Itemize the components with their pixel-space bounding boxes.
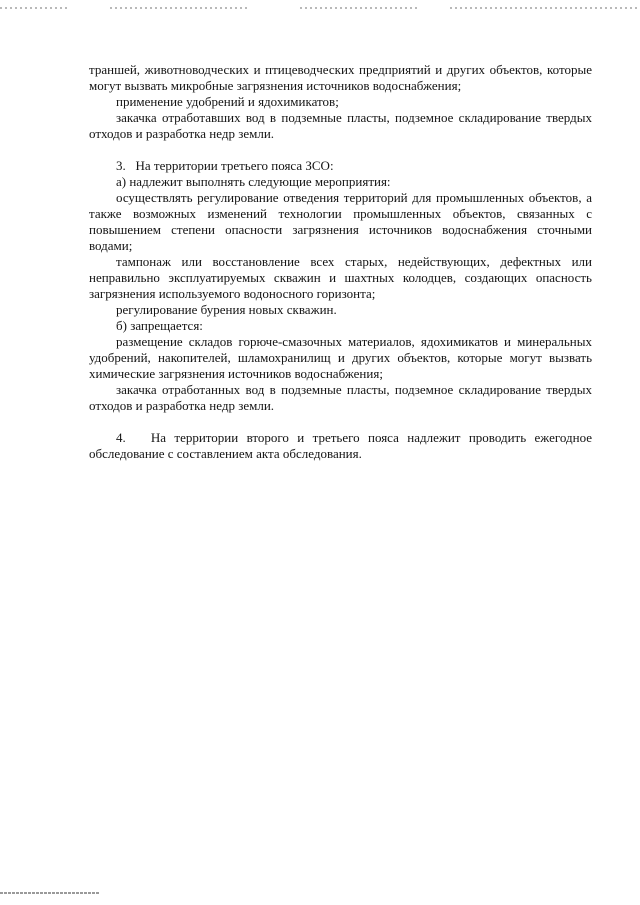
section-4-number: 4.	[116, 430, 126, 445]
section-3-a-item-2: тампонаж или восстановление всех старых, недействующих, дефектных или неправильно эксплуатируемых скважин и шахтных колодцев, создающих опасность загрязнения используемого водоносного горизонта;	[89, 254, 592, 301]
spacer	[89, 414, 592, 430]
item-wastewater-injection: закачка отработавших вод в подземные пласты, подземное складирование твердых отходов и разработка недр земли.	[89, 110, 592, 141]
section-3-b-item-1: размещение складов горюче-смазочных материалов, ядохимикатов и минеральных удобрений, накопителей, шламохранилищ и других объектов, которые могут вызвать химические загрязнения источников водоснабжения;	[89, 334, 592, 381]
scan-artifact-top	[0, 7, 640, 13]
document-page	[89, 62, 592, 462]
section-3-a-item-3: регулирование бурения новых скважин.	[116, 302, 337, 317]
section-3-heading	[89, 158, 592, 174]
section-3-a-item-1: осуществлять регулирование отведения территорий для промышленных объектов, а также возможных изменений технологии промышленных объектов, связанных с повышением степени опасности загрязнения источников водоснабжения сточными водами;	[89, 190, 592, 253]
section-3-number: 3.	[116, 158, 126, 173]
section-4	[89, 430, 592, 462]
section-3-title: На территории третьего пояса ЗСО:	[135, 158, 334, 173]
paragraph-continuation: траншей, животноводческих и птицеводческих предприятий и других объектов, которые могут вызвать микробные загрязнения источников водоснабжения;	[89, 62, 592, 93]
section-3-b-item-2: закачка отработанных вод в подземные пласты, подземное складирование твердых отходов и разработка недр земли.	[89, 382, 592, 413]
item-fertilizers: применение удобрений и ядохимикатов;	[116, 94, 339, 109]
section-3-b-label: б) запрещается:	[116, 318, 203, 333]
scan-artifact-bottom	[0, 892, 100, 894]
section-4-text: На территории второго и третьего пояса надлежит проводить ежегодное обследование с составлением акта обследования.	[89, 430, 592, 461]
section-3-a-label: а) надлежит выполнять следующие мероприятия:	[116, 174, 391, 189]
spacer	[89, 142, 592, 158]
